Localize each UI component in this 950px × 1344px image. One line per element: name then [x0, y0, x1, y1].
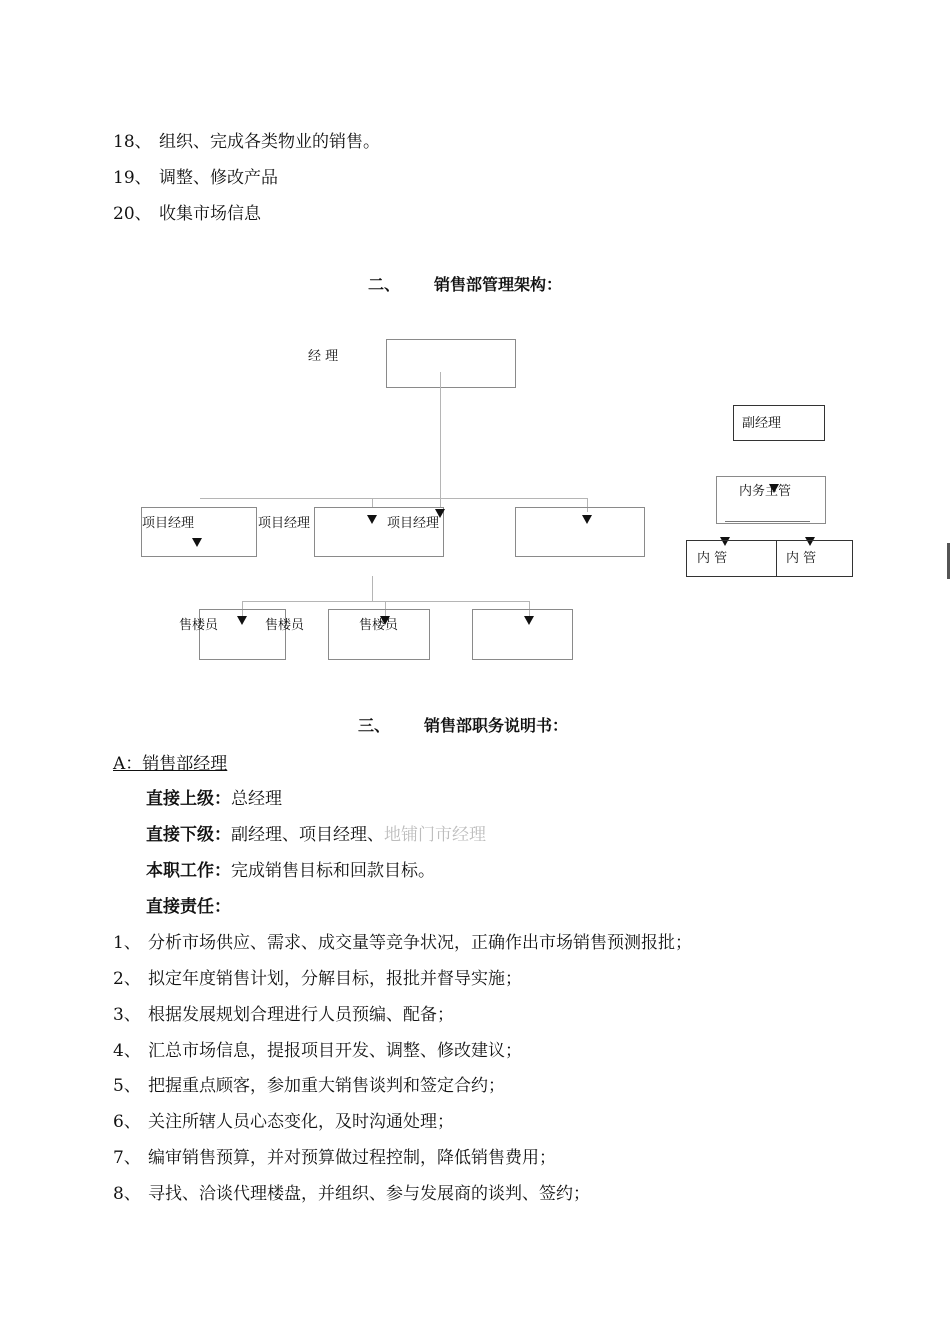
internal-supervisor-label: 内务主管: [739, 484, 792, 499]
section-heading-org: 二、 销售部管理架构：: [368, 275, 563, 294]
responsibility-item: 5、 把握重点顾客，参加重大销售谈判和签定合约；: [113, 1076, 505, 1096]
internal-staff-label: 内 管: [697, 551, 728, 566]
sales-staff-label: 售楼员: [359, 618, 399, 633]
connector-horizontal: [725, 521, 810, 522]
responsibility-item: 7、 编审销售预算，并对预算做过程控制，降低销售费用；: [113, 1148, 556, 1168]
connector-vertical: [440, 372, 441, 508]
section-heading-duties: 三、 销售部职务说明书：: [358, 716, 569, 735]
role-title: A：销售部经理: [113, 754, 228, 774]
project-manager-label: 项目经理: [258, 516, 311, 531]
direct-superior: 直接上级：总经理: [146, 789, 282, 809]
responsibility-item: 8、 寻找、洽谈代理楼盘，并组织、参与发展商的谈判、签约；: [113, 1184, 590, 1204]
internal-staff-divider: [776, 540, 777, 577]
sales-staff-label: 售楼员: [265, 618, 305, 633]
direct-subordinates: 直接下级：副经理、项目经理、地铺门市经理: [146, 825, 486, 845]
internal-staff-label: 内 管: [786, 551, 817, 566]
list-item-20: 20、 收集市场信息: [113, 204, 261, 224]
core-duty: 本职工作：完成销售目标和回款目标。: [146, 861, 435, 881]
responsibility-item: 3、 根据发展规划合理进行人员预编、配备；: [113, 1005, 454, 1025]
arrow-down-icon: [367, 515, 377, 524]
arrow-down-icon: [582, 515, 592, 524]
project-manager-label: 项目经理: [387, 516, 440, 531]
responsibility-item: 1、 分析市场供应、需求、成交量等竞争状况，正确作出市场销售预测报批；: [113, 933, 692, 953]
connector-vertical: [372, 576, 373, 602]
arrow-down-icon: [192, 538, 202, 547]
responsibility-item: 4、 汇总市场信息，提报项目开发、调整、修改建议；: [113, 1041, 522, 1061]
responsibilities-heading: 直接责任：: [146, 897, 231, 917]
project-manager-box: [515, 507, 645, 557]
arrow-down-icon: [237, 616, 247, 625]
arrow-down-icon: [380, 616, 390, 625]
list-item-19: 19、 调整、修改产品: [113, 168, 278, 188]
responsibility-item: 2、 拟定年度销售计划，分解目标，报批并督导实施；: [113, 969, 522, 989]
deputy-manager-label: 副经理: [742, 416, 782, 431]
arrow-down-icon: [435, 509, 445, 518]
project-manager-label: 项目经理: [142, 516, 195, 531]
list-item-18: 18、 组织、完成各类物业的销售。: [113, 132, 380, 152]
connector-horizontal: [200, 498, 588, 499]
arrow-down-icon: [769, 484, 779, 493]
manager-label: 经 理: [308, 349, 339, 364]
manager-box: [386, 339, 516, 388]
arrow-down-icon: [524, 616, 534, 625]
connector-horizontal: [242, 601, 530, 602]
sales-staff-label: 售楼员: [179, 618, 219, 633]
sales-staff-box: [472, 609, 573, 660]
responsibility-item: 6、 关注所辖人员心态变化，及时沟通处理；: [113, 1112, 454, 1132]
